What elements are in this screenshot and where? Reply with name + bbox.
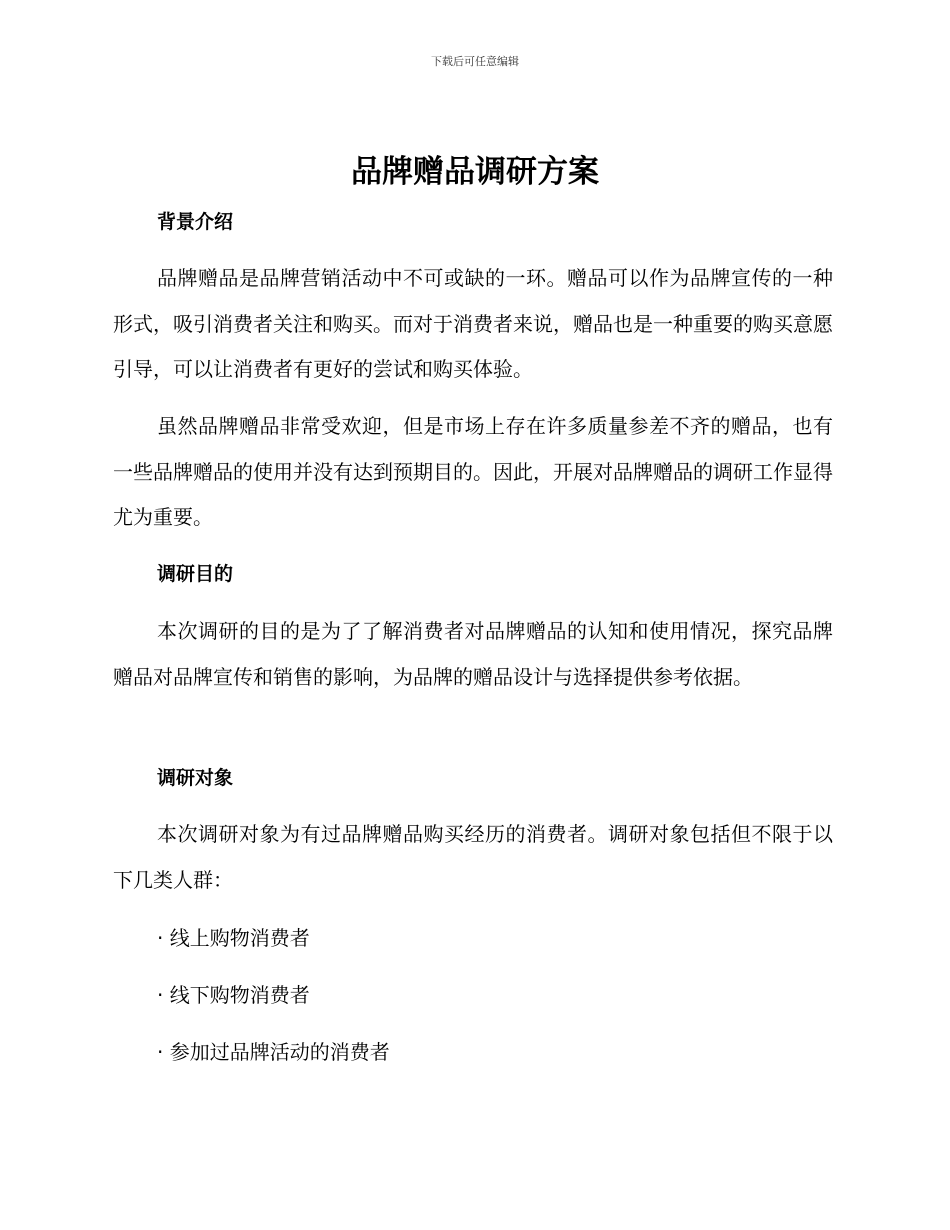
section-heading-purpose: 调研目的 [157,563,234,585]
background-paragraph-2: 虽然品牌赠品非常受欢迎，但是市场上存在许多质量参差不齐的赠品，也有一些品牌赠品的使用并没有达到预期目的。因此，开展对品牌赠品的调研工作显得尤为重要。 [113,414,833,529]
subjects-bullet-offline: · 线下购物消费者 [157,983,310,1007]
header-note: 下载后可任意编辑 [431,55,519,68]
subjects-bullet-event: · 参加过品牌活动的消费者 [157,1040,390,1064]
section-heading-subjects: 调研对象 [157,767,234,789]
subjects-bullet-online: · 线上购物消费者 [157,926,310,950]
section-heading-background: 背景介绍 [157,211,234,233]
subjects-paragraph: 本次调研对象为有过品牌赠品购买经历的消费者。调研对象包括但不限于以下几类人群： [113,822,833,892]
background-paragraph-1: 品牌赠品是品牌营销活动中不可或缺的一环。赠品可以作为品牌宣传的一种形式，吸引消费者关注和购买。而对于消费者来说，赠品也是一种重要的购买意愿引导，可以让消费者有更好的尝试和购买体验。 [113,266,833,381]
document-title: 品牌赠品调研方案 [351,154,599,190]
purpose-paragraph: 本次调研的目的是为了了解消费者对品牌赠品的认知和使用情况，探究品牌赠品对品牌宣传和销售的影响，为品牌的赠品设计与选择提供参考依据。 [113,619,833,689]
